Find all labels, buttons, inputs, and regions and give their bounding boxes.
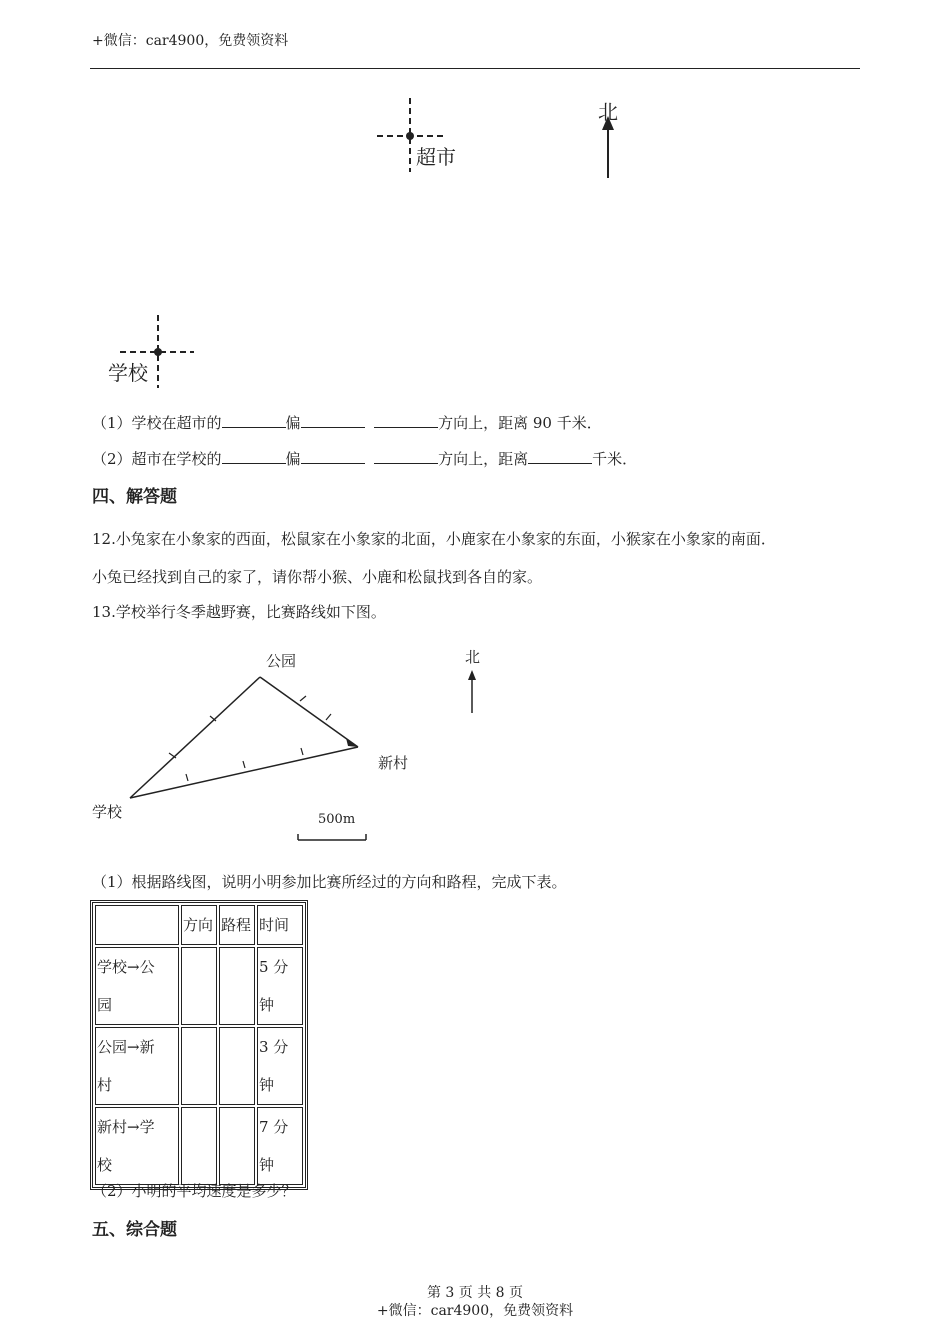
blank[interactable] <box>374 413 438 428</box>
q13-part1: （1）根据路线图，说明小明参加比赛所经过的方向和路程，完成下表。 <box>92 873 567 891</box>
map2-school-label: 学校 <box>92 803 123 821</box>
footer-page-number: 第 3 页 共 8 页 <box>426 1285 524 1301</box>
north-arrow-icon <box>602 116 614 178</box>
segment-cell: 新村→学 校 <box>95 1107 179 1185</box>
blank[interactable] <box>301 449 365 464</box>
table-row <box>95 1027 303 1105</box>
segment-cell: 公园→新 村 <box>95 1027 179 1105</box>
table-header-cell: 方向 <box>181 905 217 945</box>
table-header-row <box>95 905 303 945</box>
blank[interactable] <box>374 449 438 464</box>
time-cell: 5 分钟 <box>257 947 303 1025</box>
q13-part2: （2）小明的平均速度是多少？ <box>92 1182 297 1200</box>
route-table-wrapper <box>90 900 308 1190</box>
map2-north-label: 北 <box>465 648 481 666</box>
scale-bar <box>298 834 366 840</box>
north-arrow-icon <box>468 670 476 713</box>
distance-cell[interactable] <box>219 1107 255 1185</box>
q12-line1: 12.小兔家在小象家的西面，松鼠家在小象家的北面，小鹿家在小象家的东面，小猴家在小象家的南面． <box>92 530 776 548</box>
map1-north-label: 北 <box>598 100 618 124</box>
header-rule <box>90 68 860 69</box>
map1-school-label: 学校 <box>108 361 148 385</box>
direction-cell[interactable] <box>181 1107 217 1185</box>
distance-cell[interactable] <box>219 1027 255 1105</box>
route-park-village <box>260 677 358 747</box>
footer-watermark: +微信：car4900，免费领资料 <box>376 1303 574 1319</box>
map-supermarket-school <box>90 90 690 400</box>
map1-supermarket-label: 超市 <box>416 145 456 169</box>
section5-title: 五、综合题 <box>92 1220 177 1240</box>
q11-part2: （2）超市在学校的 偏 方向上，距离 千米． <box>92 450 638 468</box>
blank[interactable] <box>222 449 286 464</box>
blank[interactable] <box>222 413 286 428</box>
time-cell: 3 分钟 <box>257 1027 303 1105</box>
route-table <box>90 900 308 1190</box>
school-point <box>154 348 162 356</box>
map-race-route <box>90 640 510 860</box>
direction-cell[interactable] <box>181 947 217 1025</box>
header-watermark: +微信：car4900，免费领资料 <box>92 33 289 49</box>
blank[interactable] <box>528 449 592 464</box>
segment-cell: 学校→公 园 <box>95 947 179 1025</box>
map2-park-label: 公园 <box>266 652 297 670</box>
distance-cell[interactable] <box>219 947 255 1025</box>
supermarket-point <box>406 132 414 140</box>
q12-line2: 小兔已经找到自己的家了，请你帮小猴、小鹿和松鼠找到各自的家。 <box>92 568 543 586</box>
map2-village-label: 新村 <box>378 754 409 772</box>
route-school-park <box>130 677 260 798</box>
table-header-cell: 路程 <box>219 905 255 945</box>
direction-cell[interactable] <box>181 1027 217 1105</box>
q11-part1: （1）学校在超市的 偏 方向上，距离 90 千米． <box>92 414 602 432</box>
table-row <box>95 947 303 1025</box>
table-header-cell <box>95 905 179 945</box>
q13-intro: 13.学校举行冬季越野赛，比赛路线如下图。 <box>92 603 386 621</box>
map2-scale-label: 500m <box>318 812 356 827</box>
time-cell: 7 分钟 <box>257 1107 303 1185</box>
section4-title: 四、解答题 <box>92 487 177 507</box>
table-row <box>95 1107 303 1185</box>
route-village-school <box>130 747 358 798</box>
table-header-cell: 时间 <box>257 905 303 945</box>
blank[interactable] <box>301 413 365 428</box>
